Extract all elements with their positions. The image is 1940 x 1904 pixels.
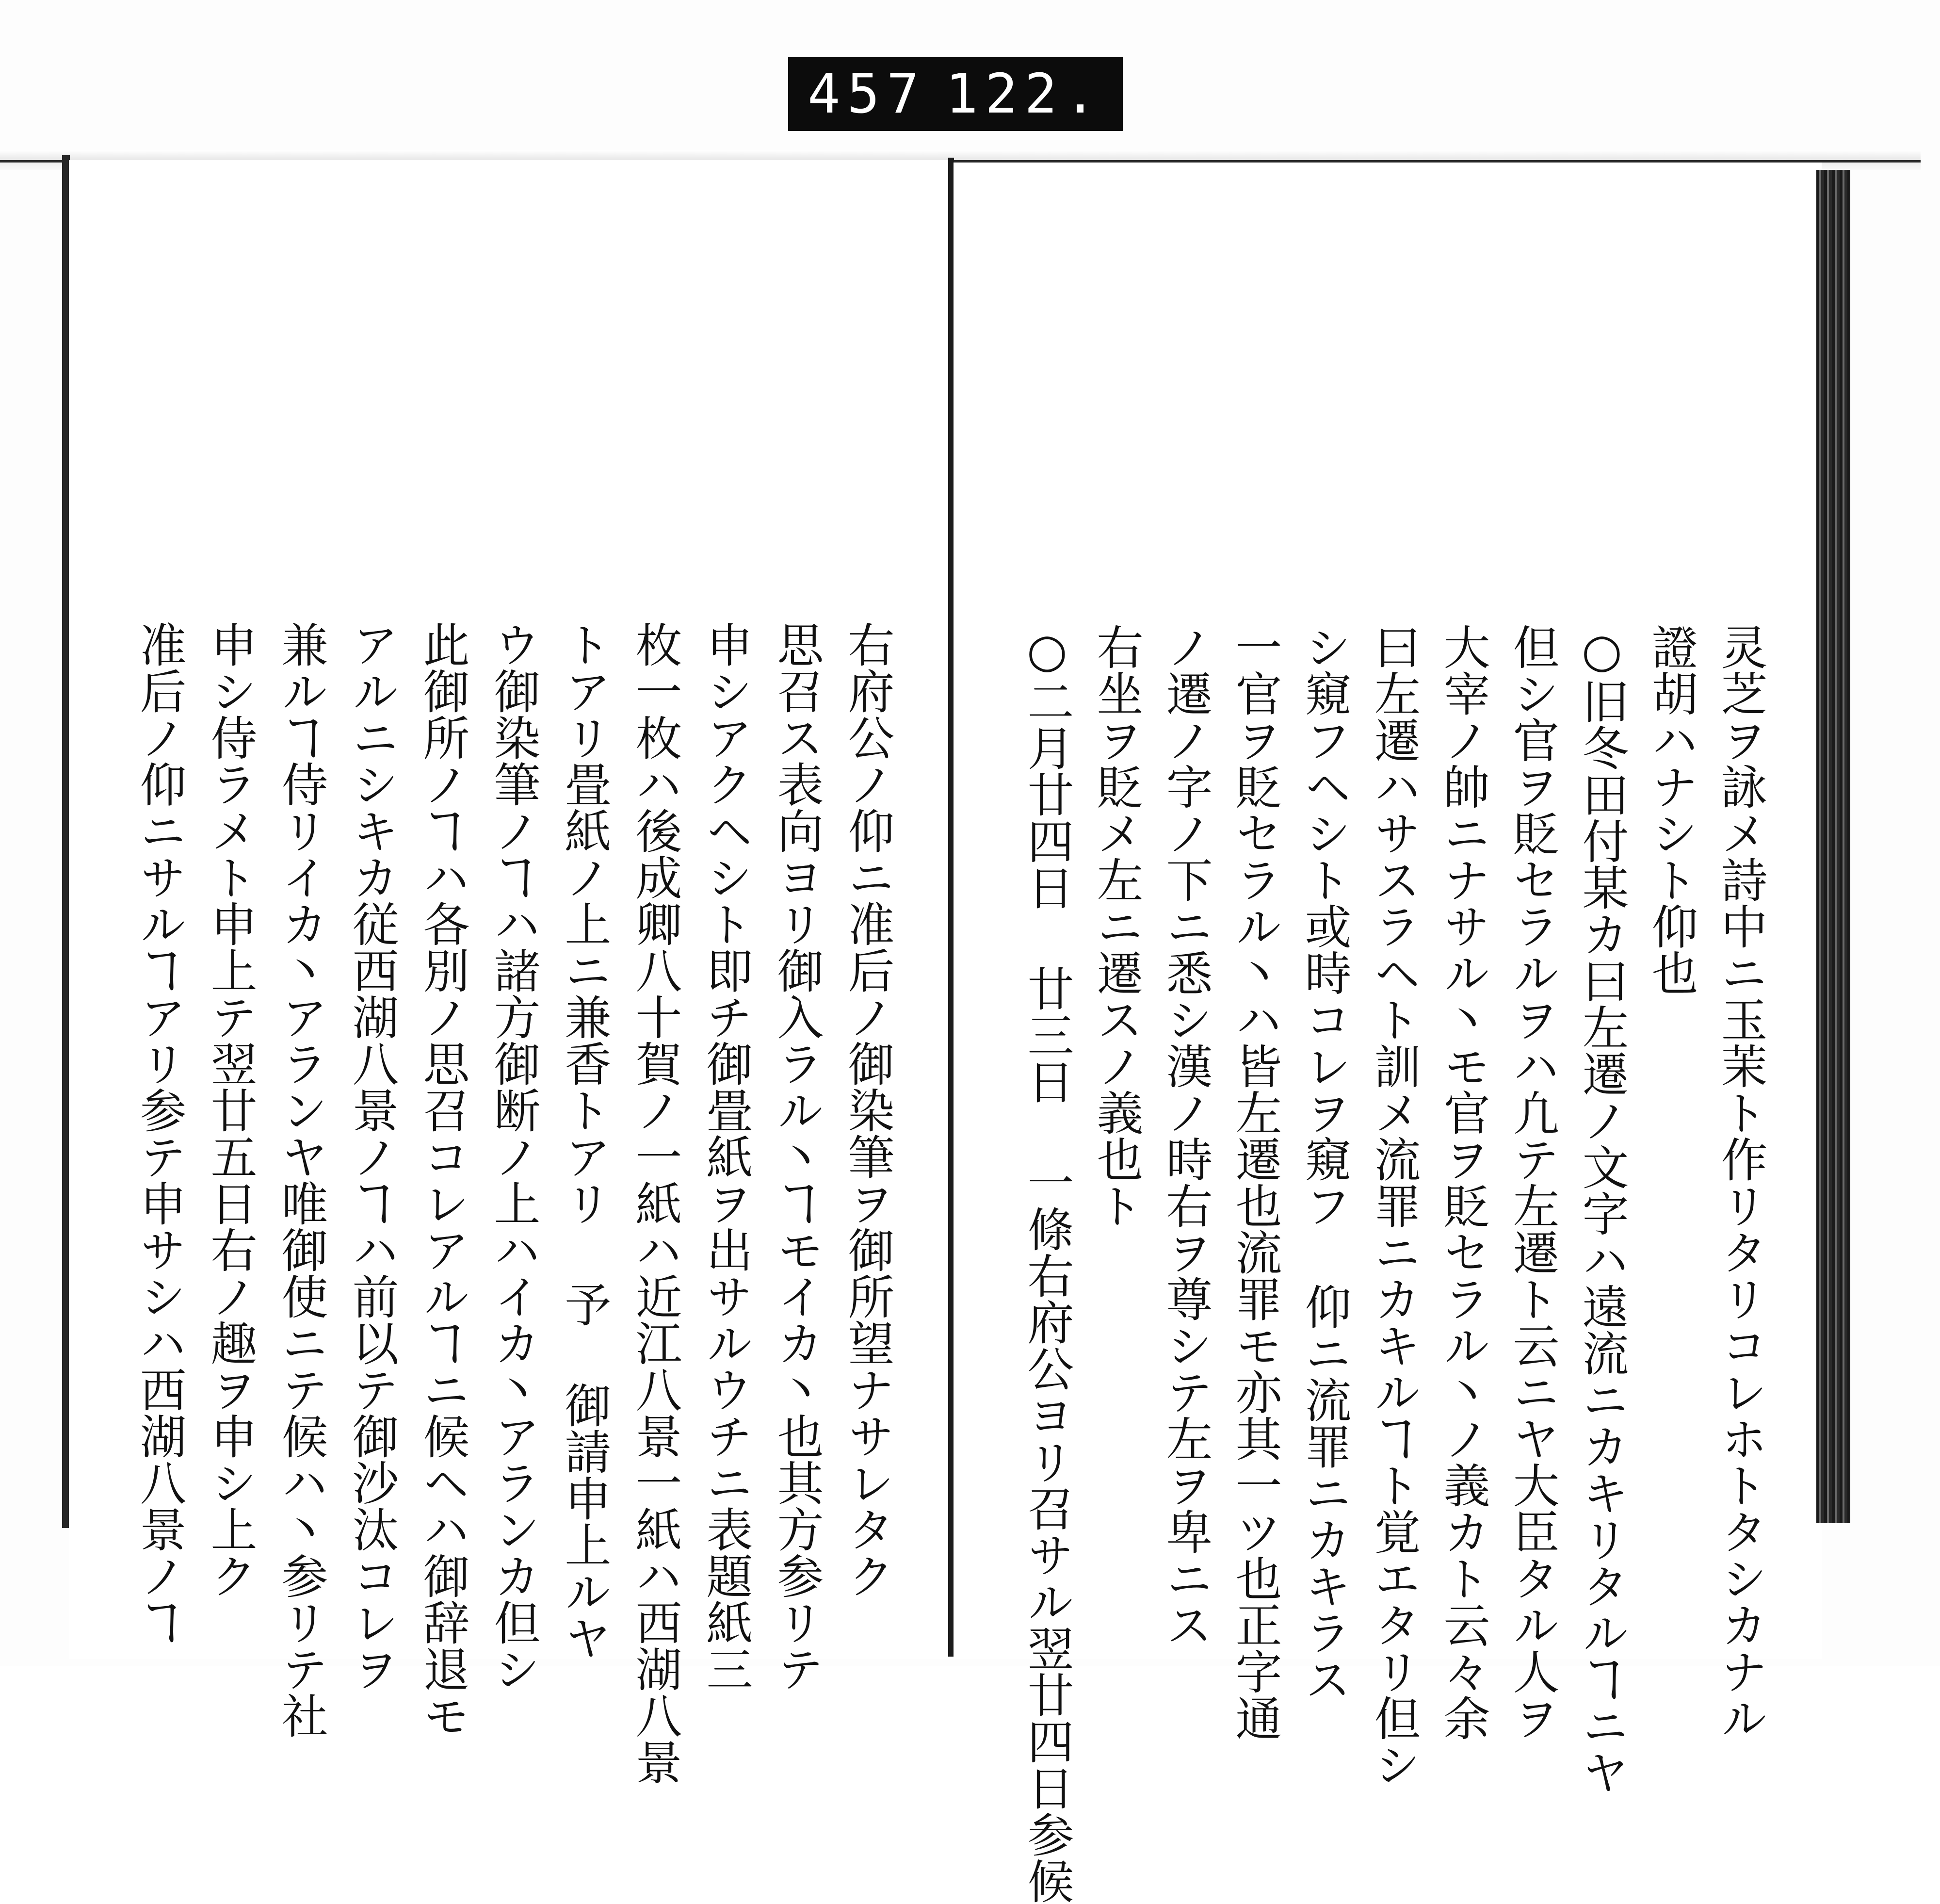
label-number-right: 122.: [945, 63, 1103, 126]
left-page-column: 枚一枚ハ後成卿八十賀ノ一紙ハ近江八景一紙ハ西湖八景: [628, 621, 682, 1785]
left-page-column: アルニシキカ従西湖八景ノヿハ前以テ御沙汰コレヲ: [345, 621, 399, 1692]
archive-number-label: [788, 57, 1123, 131]
left-page-column: 此御所ノヿハ各別ノ思召コレアルヿニ候ヘハ御辞退モ: [416, 621, 470, 1739]
right-page: [954, 163, 1822, 1904]
left-page-column: 右府公ノ仰ニ准后ノ御染筆ヲ御所望ナサレタク: [841, 621, 895, 1599]
left-page-column: 兼ルヿ侍リイカ丶アランヤ唯御使ニテ候ハ丶参リテ社: [274, 621, 328, 1739]
right-page-stack-edge: [1816, 170, 1850, 1523]
right-page-column: ノ遷ノ字ノ下ニ悉シ漢ノ時右ヲ尊シテ左ヲ卑ニス: [1159, 623, 1213, 1648]
left-page-column: 申シアクヘシト即チ御畳紙ヲ出サルウチニ表題紙三: [699, 621, 753, 1692]
right-page-column: シ窺フヘシト或時コレヲ窺フ 仰ニ流罪ニカキラス: [1297, 623, 1352, 1702]
left-page-column: 思召ス表向ヨリ御入ラル丶ヿモイカ丶也其方参リテ: [770, 621, 824, 1692]
right-page-column: 曰左遷ハサスラヘト訓メ流罪ニカキルヿト覚エタリ但シ: [1367, 623, 1421, 1788]
right-page-column: 一官ヲ貶セラル丶ハ皆左遷也流罪モ亦其一ツ也正字通: [1228, 623, 1282, 1741]
left-page-column: 申シ侍ラメト申上テ翌廿五日右ノ趣ヲ申シ上ク: [203, 621, 258, 1599]
right-page-column: 證胡ハナシト仰也: [1644, 623, 1698, 996]
right-page-column: 灵芝ヲ詠メ詩中ニ玉茉ト作リタリコレホトタシカナル: [1714, 623, 1768, 1741]
left-page-column: ウ御染筆ノヿハ諸方御断ノ上ハイカ丶アランカ但シ: [486, 621, 541, 1692]
label-number-left: 457: [807, 63, 926, 126]
right-page-column: 大宰ノ帥ニナサル丶モ官ヲ貶セラル丶ノ義カト云々余: [1436, 623, 1490, 1741]
left-page-column: 准后ノ仰ニサルヿアリ参テ申サシハ西湖八景ノヿ: [132, 621, 187, 1645]
left-page: [69, 160, 953, 1785]
right-page-column: 右坐ヲ貶メ左ニ遷スノ義也ト: [1089, 623, 1144, 1229]
right-page-column: ○旧冬田付某カ曰左遷ノ文字ハ遠流ニカキリタルヿニヤ: [1575, 623, 1629, 1795]
left-page-column: トアリ畳紙ノ上ニ兼香トアリ 予 御請申上ルヤ: [557, 621, 612, 1661]
right-page-column: ○二月廿四日 廿三日 一條右府公ヨリ召サル翌廿四日参候: [1020, 623, 1074, 1904]
right-page-column: 但シ官ヲ貶セラルヲハ凢テ左遷ト云ニヤ大臣タル人ヲ: [1505, 623, 1560, 1741]
